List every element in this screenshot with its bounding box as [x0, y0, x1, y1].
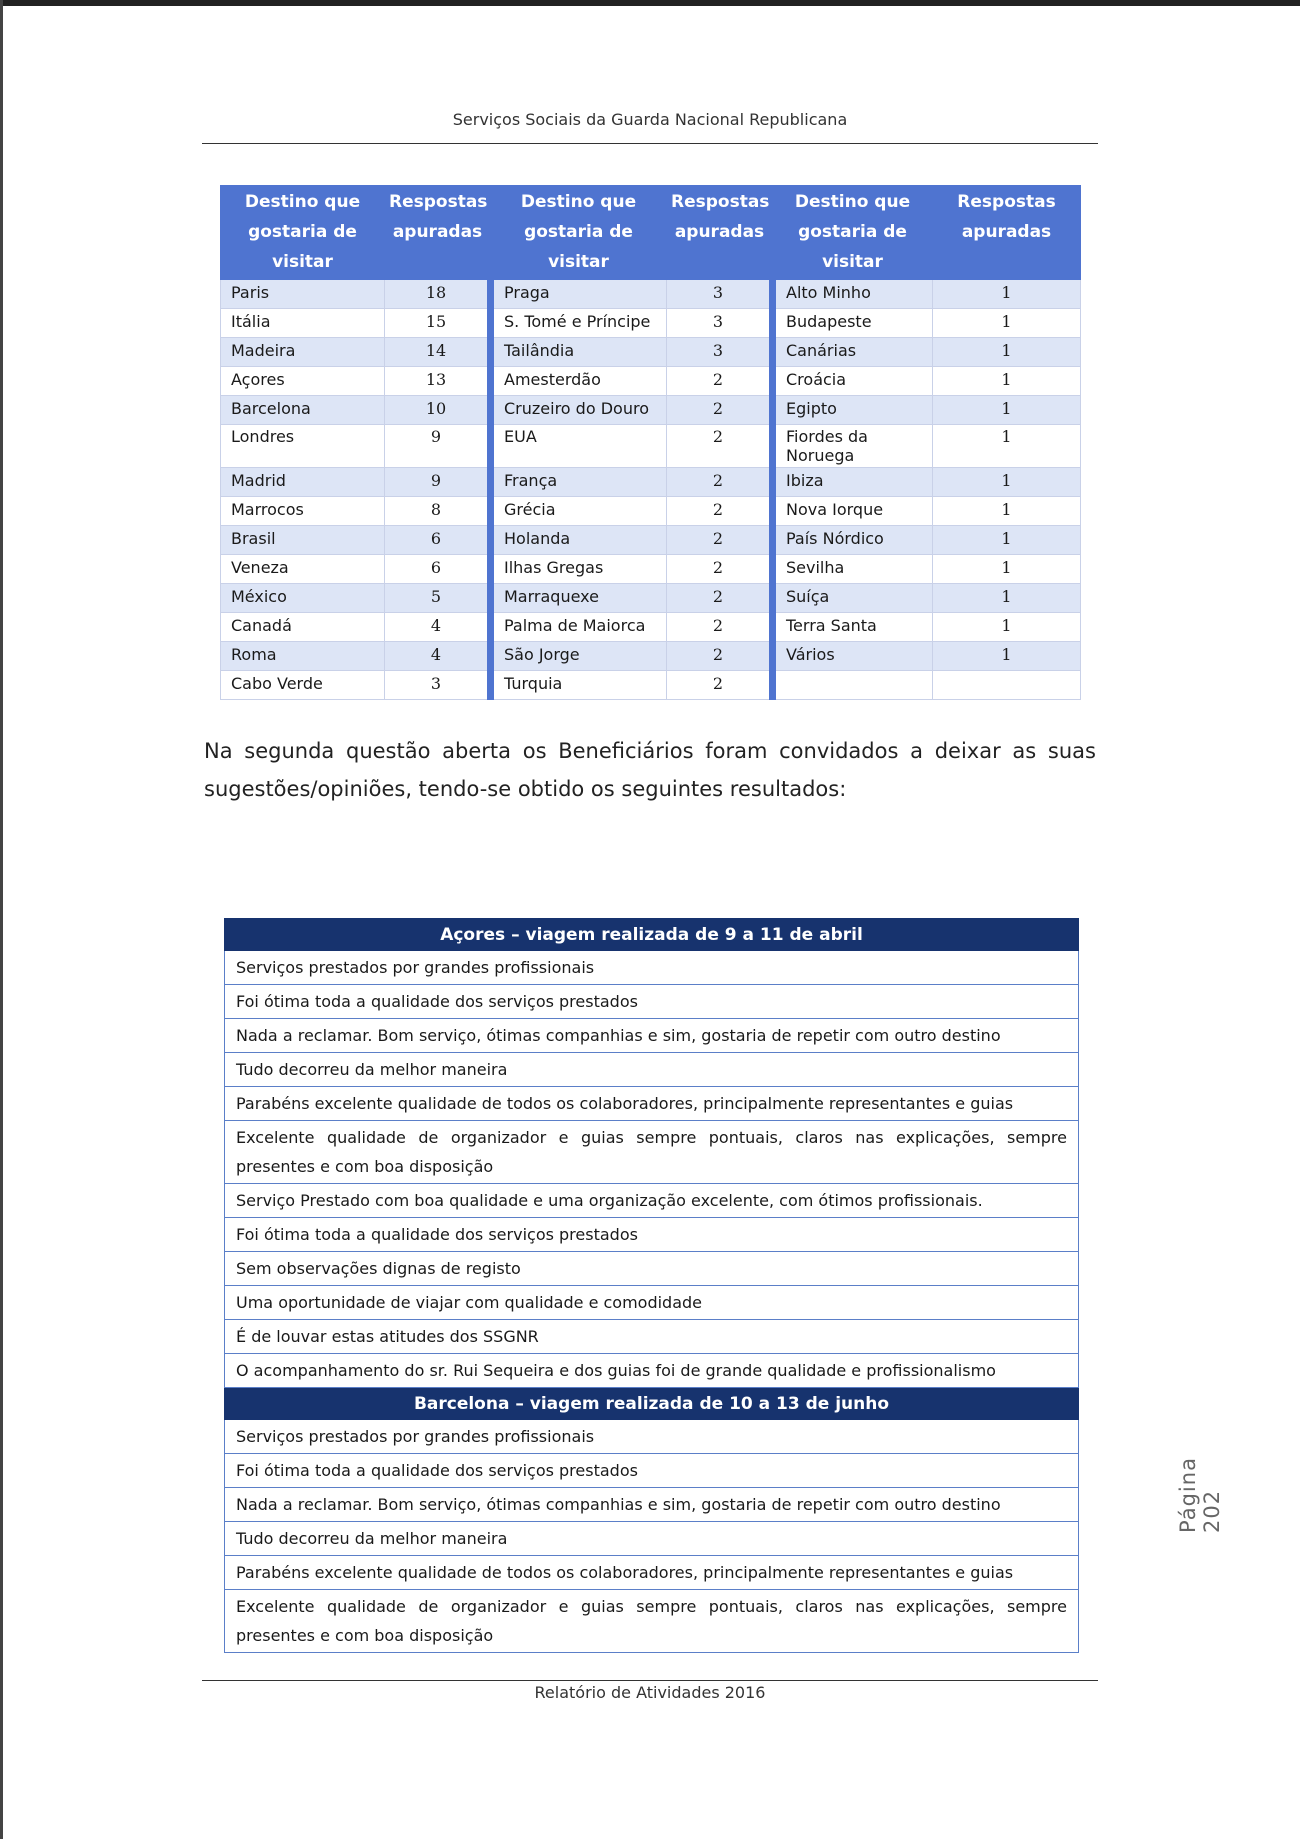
responses-cell: 18 [385, 280, 491, 309]
responses-cell: 3 [667, 309, 773, 338]
responses-cell: 2 [667, 396, 773, 425]
responses-cell: 3 [667, 280, 773, 309]
destinations-row [221, 613, 1081, 642]
responses-cell: 1 [933, 526, 1081, 555]
comment-row [225, 1320, 1079, 1354]
destinations-row [221, 367, 1081, 396]
comment-row [225, 1019, 1079, 1053]
comment-text: Excelente qualidade de organizador e guias sempre pontuais, claros nas explicações, sempre presentes e com boa disposição [225, 1121, 1079, 1184]
destinations-row [221, 280, 1081, 309]
comment-row [225, 1420, 1079, 1454]
destination-cell: Sevilha [773, 555, 933, 584]
responses-cell: 1 [933, 396, 1081, 425]
destination-cell: Alto Minho [773, 280, 933, 309]
comment-row [225, 1121, 1079, 1184]
destination-cell: Turquia [491, 671, 667, 700]
comment-text: Parabéns excelente qualidade de todos os colaboradores, principalmente representantes e guias [225, 1087, 1079, 1121]
responses-cell: 4 [385, 613, 491, 642]
responses-cell: 1 [933, 280, 1081, 309]
destination-cell: Terra Santa [773, 613, 933, 642]
comment-row [225, 951, 1079, 985]
section-header-row [225, 1388, 1079, 1420]
responses-cell: 9 [385, 468, 491, 497]
destinations-row [221, 497, 1081, 526]
comment-row [225, 1354, 1079, 1388]
comment-text: Nada a reclamar. Bom serviço, ótimas companhias e sim, gostaria de repetir com outro destino [225, 1019, 1079, 1053]
responses-cell: 1 [933, 584, 1081, 613]
section-title: Barcelona – viagem realizada de 10 a 13 de junho [225, 1388, 1079, 1420]
header-destination: Destino que gostaria de visitar [221, 186, 385, 280]
responses-cell: 14 [385, 338, 491, 367]
destinations-row [221, 396, 1081, 425]
destination-cell: Brasil [221, 526, 385, 555]
destination-cell: Ilhas Gregas [491, 555, 667, 584]
destination-cell: Cabo Verde [221, 671, 385, 700]
destination-cell: Holanda [491, 526, 667, 555]
comment-text: Foi ótima toda a qualidade dos serviços prestados [225, 1454, 1079, 1488]
page-top-border [0, 0, 1300, 6]
destination-cell: Suíça [773, 584, 933, 613]
responses-cell: 1 [933, 642, 1081, 671]
responses-cell: 2 [667, 642, 773, 671]
footer-rule [202, 1680, 1098, 1681]
responses-cell: 10 [385, 396, 491, 425]
intro-paragraph: Na segunda questão aberta os Beneficiários foram convidados a deixar as suas sugestões/opiniões, tendo-se obtido os seguintes resultados: [204, 739, 1096, 801]
destination-cell: Barcelona [221, 396, 385, 425]
destinations-row [221, 338, 1081, 367]
destination-cell: País Nórdico [773, 526, 933, 555]
responses-cell: 2 [667, 425, 773, 468]
destination-cell: Canadá [221, 613, 385, 642]
responses-cell: 4 [385, 642, 491, 671]
responses-cell [933, 671, 1081, 700]
comment-row [225, 1522, 1079, 1556]
responses-cell: 2 [667, 497, 773, 526]
destination-cell: Roma [221, 642, 385, 671]
page-number: Página 202 [1176, 1457, 1224, 1533]
destination-cell: Praga [491, 280, 667, 309]
destination-cell: Budapeste [773, 309, 933, 338]
destination-cell: S. Tomé e Príncipe [491, 309, 667, 338]
destinations-row [221, 309, 1081, 338]
destinations-row [221, 671, 1081, 700]
comment-text: Foi ótima toda a qualidade dos serviços prestados [225, 985, 1079, 1019]
destination-cell: Açores [221, 367, 385, 396]
comment-text: Sem observações dignas de registo [225, 1252, 1079, 1286]
destination-cell: Tailândia [491, 338, 667, 367]
section-header-row [225, 919, 1079, 951]
destination-cell: Marrocos [221, 497, 385, 526]
comment-text: Uma oportunidade de viajar com qualidade e comodidade [225, 1286, 1079, 1320]
comment-text: Parabéns excelente qualidade de todos os colaboradores, principalmente representantes e guias [225, 1556, 1079, 1590]
destination-cell: Croácia [773, 367, 933, 396]
comment-row [225, 1488, 1079, 1522]
destination-cell [773, 671, 933, 700]
responses-cell: 5 [385, 584, 491, 613]
comment-text: Serviços prestados por grandes profissionais [225, 951, 1079, 985]
comment-text: O acompanhamento do sr. Rui Sequeira e dos guias foi de grande qualidade e profissionalismo [225, 1354, 1079, 1388]
responses-cell: 6 [385, 526, 491, 555]
comment-text: Serviço Prestado com boa qualidade e uma organização excelente, com ótimos profissionais. [225, 1184, 1079, 1218]
destination-cell: Ibiza [773, 468, 933, 497]
destinations-row [221, 555, 1081, 584]
comment-row [225, 1454, 1079, 1488]
destination-cell: Fiordes da Noruega [773, 425, 933, 468]
comment-text: É de louvar estas atitudes dos SSGNR [225, 1320, 1079, 1354]
responses-cell: 1 [933, 613, 1081, 642]
destination-cell: Londres [221, 425, 385, 468]
destination-cell: Cruzeiro do Douro [491, 396, 667, 425]
destination-cell: Palma de Maiorca [491, 613, 667, 642]
comments-table [224, 918, 1079, 1653]
responses-cell: 1 [933, 367, 1081, 396]
comment-row [225, 1590, 1079, 1653]
destination-cell: Nova Iorque [773, 497, 933, 526]
responses-cell: 2 [667, 468, 773, 497]
responses-cell: 9 [385, 425, 491, 468]
destination-cell: Veneza [221, 555, 385, 584]
responses-cell: 8 [385, 497, 491, 526]
comment-row [225, 1184, 1079, 1218]
responses-cell: 2 [667, 367, 773, 396]
responses-cell: 6 [385, 555, 491, 584]
destination-cell: São Jorge [491, 642, 667, 671]
comment-row [225, 1218, 1079, 1252]
destination-cell: Canárias [773, 338, 933, 367]
header-destination: Destino que gostaria de visitar [491, 186, 667, 280]
destination-cell: Grécia [491, 497, 667, 526]
responses-cell: 1 [933, 425, 1081, 468]
section-title: Açores – viagem realizada de 9 a 11 de abril [225, 919, 1079, 951]
responses-cell: 3 [667, 338, 773, 367]
destination-cell: México [221, 584, 385, 613]
responses-cell: 3 [385, 671, 491, 700]
comment-text: Tudo decorreu da melhor maneira [225, 1053, 1079, 1087]
destination-cell: Madeira [221, 338, 385, 367]
destinations-row [221, 468, 1081, 497]
destinations-row [221, 425, 1081, 468]
comment-text: Serviços prestados por grandes profissionais [225, 1420, 1079, 1454]
header-responses: Respostas apuradas [667, 186, 773, 280]
comment-row [225, 1556, 1079, 1590]
comment-row [225, 1286, 1079, 1320]
destination-cell: EUA [491, 425, 667, 468]
responses-cell: 15 [385, 309, 491, 338]
responses-cell: 2 [667, 555, 773, 584]
destinations-table [220, 185, 1081, 700]
destination-cell: Paris [221, 280, 385, 309]
header-responses: Respostas apuradas [385, 186, 491, 280]
destination-cell: Vários [773, 642, 933, 671]
destinations-row [221, 584, 1081, 613]
destinations-row [221, 526, 1081, 555]
destination-cell: Marraquexe [491, 584, 667, 613]
comment-text: Nada a reclamar. Bom serviço, ótimas companhias e sim, gostaria de repetir com outro destino [225, 1488, 1079, 1522]
running-header: Serviços Sociais da Guarda Nacional Republicana [452, 110, 848, 129]
comment-text: Tudo decorreu da melhor maneira [225, 1522, 1079, 1556]
destinations-row [221, 642, 1081, 671]
destination-cell: Amesterdão [491, 367, 667, 396]
comment-row [225, 1087, 1079, 1121]
comment-row [225, 1252, 1079, 1286]
destinations-header-row [221, 186, 1081, 280]
responses-cell: 13 [385, 367, 491, 396]
comment-text: Excelente qualidade de organizador e guias sempre pontuais, claros nas explicações, sempre presentes e com boa disposição [225, 1590, 1079, 1653]
comment-text: Foi ótima toda a qualidade dos serviços prestados [225, 1218, 1079, 1252]
comment-row [225, 985, 1079, 1019]
destination-cell: Egipto [773, 396, 933, 425]
header-responses: Respostas apuradas [933, 186, 1081, 280]
responses-cell: 1 [933, 338, 1081, 367]
page-left-border [0, 0, 3, 1839]
running-footer: Relatório de Atividades 2016 [534, 1683, 766, 1702]
responses-cell: 2 [667, 584, 773, 613]
responses-cell: 2 [667, 613, 773, 642]
destination-cell: Madrid [221, 468, 385, 497]
comment-row [225, 1053, 1079, 1087]
responses-cell: 1 [933, 555, 1081, 584]
destination-cell: Itália [221, 309, 385, 338]
responses-cell: 1 [933, 468, 1081, 497]
header-rule [202, 143, 1098, 144]
header-destination: Destino que gostaria de visitar [773, 186, 933, 280]
responses-cell: 1 [933, 497, 1081, 526]
destination-cell: França [491, 468, 667, 497]
responses-cell: 2 [667, 526, 773, 555]
responses-cell: 2 [667, 671, 773, 700]
responses-cell: 1 [933, 309, 1081, 338]
